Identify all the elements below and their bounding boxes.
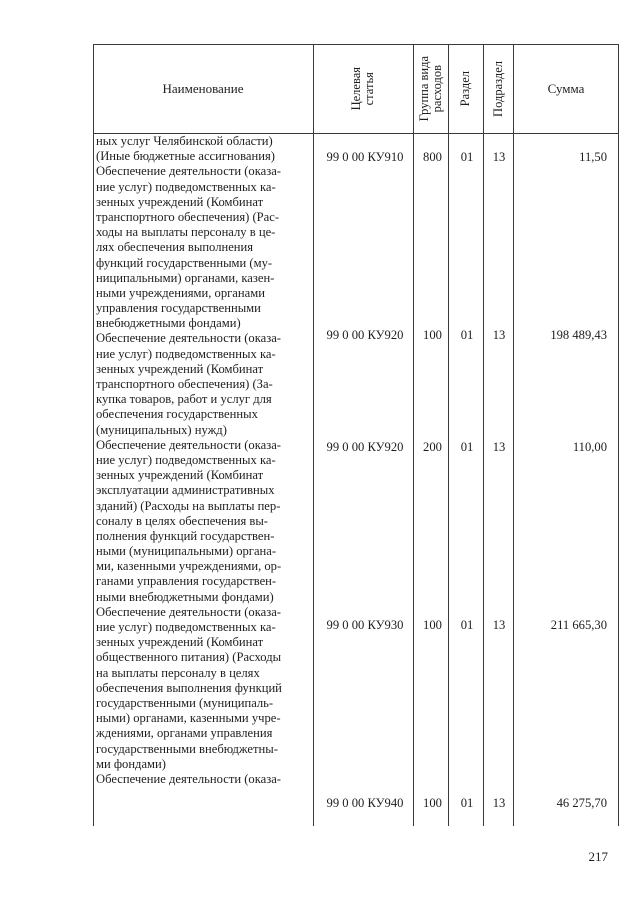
name-line: ных услуг Челябинской области) <box>96 134 273 148</box>
header-subsection <box>483 44 513 133</box>
name-line: зенных учреждений (Комбинат <box>96 468 264 483</box>
header-group-line: Группа вида <box>416 55 431 122</box>
group-cell: 100 <box>423 618 442 632</box>
header-subsection-label: Подраздел <box>490 60 505 117</box>
name-line: Обеспечение деятельности (оказа- <box>96 771 281 786</box>
section-cell: 01 <box>460 150 474 164</box>
name-line: ми, казенными учреждениями, ор- <box>96 559 282 574</box>
header-group-label <box>418 56 444 121</box>
header-group-line: расходов <box>429 64 444 113</box>
group-cell: 800 <box>423 150 442 164</box>
name-line: транспортного обеспечения) (За- <box>96 377 273 391</box>
name-line: Обеспечение деятельности (оказа- <box>96 437 281 452</box>
name-line: Обеспечение деятельности (оказа- <box>96 331 281 346</box>
header-section <box>448 44 483 133</box>
name-line: ждениями, органами управления <box>96 726 273 741</box>
code-cell: 99 0 00 КУ920 <box>326 440 404 454</box>
page-number: 217 <box>588 849 608 864</box>
sum-cell: 110,00 <box>572 440 607 454</box>
name-line: эксплуатации административных <box>96 483 275 498</box>
subsection-cell: 13 <box>492 618 506 632</box>
name-line: ние услуг) подведомственных ка- <box>96 179 276 194</box>
name-line: ными учреждениями, органами <box>96 285 265 300</box>
name-line: Обеспечение деятельности (оказа- <box>96 164 281 179</box>
code-cell: 99 0 00 КУ930 <box>326 618 404 632</box>
header-code <box>313 44 413 133</box>
sum-cell: 11,50 <box>579 150 607 164</box>
name-line: ными) органами, казенными учре- <box>96 711 281 726</box>
header-code-label <box>350 67 376 110</box>
name-line: ными внебюджетными фондами) <box>96 589 274 604</box>
name-line: ние услуг) подведомственных ка- <box>96 346 276 361</box>
column-divider <box>313 44 314 826</box>
name-line: зенных учреждений (Комбинат <box>96 635 264 650</box>
name-line: ходы на выплаты персоналу в це- <box>96 225 276 240</box>
sum-cell: 198 489,43 <box>550 328 607 342</box>
name-column <box>96 134 310 787</box>
header-sum-label: Сумма <box>547 80 585 96</box>
name-line: Обеспечение деятельности (оказа- <box>96 604 281 619</box>
name-line: купка товаров, работ и услуг для <box>96 392 272 407</box>
group-cell: 100 <box>423 796 442 810</box>
name-line: ние услуг) подведомственных ка- <box>96 620 276 634</box>
group-cell: 100 <box>423 328 442 342</box>
name-line: функций государственными (му- <box>96 255 273 270</box>
code-cell: 99 0 00 КУ910 <box>326 150 404 164</box>
name-line: государственными (муниципаль- <box>96 695 274 710</box>
name-line: лях обеспечения выполнения <box>96 240 254 255</box>
sum-cell: 46 275,70 <box>556 796 607 810</box>
name-line: управления государственными <box>96 301 261 316</box>
name-line: ными (муниципальными) органа- <box>96 544 277 559</box>
name-line: обеспечения государственных <box>96 407 258 422</box>
name-line: обеспечения выполнения функций <box>96 680 282 695</box>
subsection-cell: 13 <box>492 440 506 454</box>
header-sum <box>513 44 619 133</box>
code-cell: 99 0 00 КУ940 <box>326 796 404 810</box>
column-divider <box>483 44 484 826</box>
name-line: ганами управления государствен- <box>96 574 277 589</box>
name-line: (Иные бюджетные ассигнования) <box>96 149 275 164</box>
name-line: (муниципальных) нужд) <box>96 422 227 437</box>
name-line: внебюджетными фондами) <box>96 316 241 331</box>
subsection-cell: 13 <box>492 150 506 164</box>
sum-cell: 211 665,30 <box>550 618 607 632</box>
header-name-label: Наименование <box>162 80 244 96</box>
section-cell: 01 <box>460 796 474 810</box>
subsection-cell: 13 <box>492 328 506 342</box>
name-line: полнения функций государствен- <box>96 528 275 543</box>
header-section-label: Раздел <box>458 70 472 107</box>
name-line: на выплаты персоналу в целях <box>96 665 260 680</box>
subsection-cell: 13 <box>492 796 506 810</box>
header-code-line: Целевая <box>349 66 363 111</box>
section-cell: 01 <box>460 328 474 342</box>
code-cell: 99 0 00 КУ920 <box>326 328 404 342</box>
section-cell: 01 <box>460 440 474 454</box>
name-line: транспортного обеспечения) (Рас- <box>96 209 280 224</box>
section-cell: 01 <box>460 618 474 632</box>
name-line: зенных учреждений (Комбинат <box>96 361 264 376</box>
name-line: ми фондами) <box>96 756 166 771</box>
group-cell: 200 <box>423 440 442 454</box>
header-code-line: статья <box>362 71 376 106</box>
name-line: ниципальными) органами, казен- <box>96 270 275 285</box>
name-line: зданий) (Расходы на выплаты пер- <box>96 498 281 513</box>
name-line: соналу в целях обеспечения вы- <box>96 513 268 528</box>
name-line: государственными внебюджетны- <box>96 741 278 756</box>
header-group <box>413 44 448 133</box>
column-divider <box>513 44 514 826</box>
name-line: зенных учреждений (Комбинат <box>96 194 264 209</box>
header-name <box>93 44 313 133</box>
name-line: общественного питания) (Расходы <box>96 650 282 665</box>
name-line: ние услуг) подведомственных ка- <box>96 452 276 467</box>
